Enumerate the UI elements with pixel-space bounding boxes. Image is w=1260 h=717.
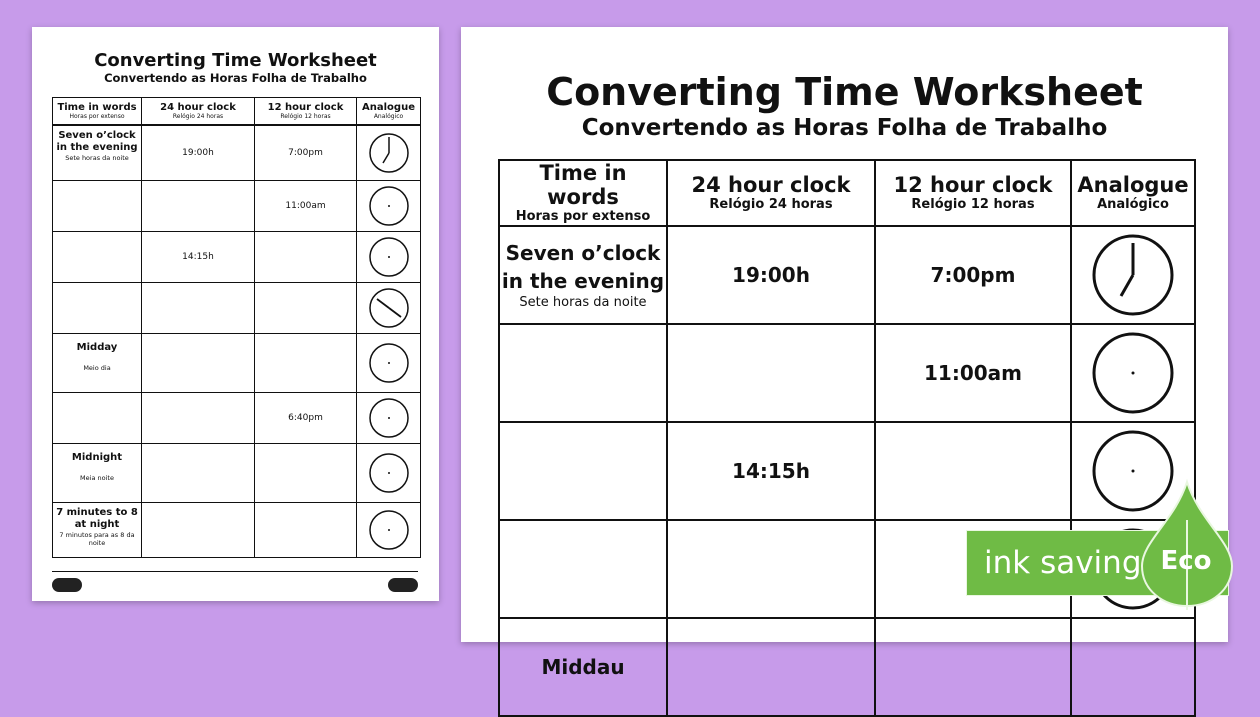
cell-words xyxy=(499,226,667,324)
cell-analogue xyxy=(357,393,421,444)
cell-24h xyxy=(142,334,255,393)
cell-12h xyxy=(255,503,357,558)
cell-24h xyxy=(142,181,255,232)
cell-words xyxy=(499,618,667,716)
cell-24h xyxy=(142,444,255,503)
cell-analogue xyxy=(357,334,421,393)
table-row xyxy=(53,125,421,181)
clock-icon xyxy=(368,185,410,227)
cell-analogue xyxy=(1071,324,1195,422)
clock-icon xyxy=(368,509,410,551)
cell-12h: 11:00am xyxy=(255,181,357,232)
table-row xyxy=(53,393,421,444)
words-en: Middau xyxy=(541,655,625,679)
table-row xyxy=(53,334,421,393)
cell-12h xyxy=(255,334,357,393)
cell-analogue xyxy=(357,444,421,503)
page-subtitle: Convertendo as Horas Folha de Trabalho xyxy=(581,115,1108,141)
eco-label: Eco xyxy=(1160,546,1212,576)
words-en: Midday xyxy=(76,342,118,353)
table-row xyxy=(499,618,1195,716)
cell-words xyxy=(53,503,142,558)
worksheet-thumbnail[interactable] xyxy=(32,27,439,601)
header-pt: Relógio 12 horas xyxy=(280,113,331,120)
clock-icon xyxy=(368,397,410,439)
cell-analogue xyxy=(357,232,421,283)
clock-icon xyxy=(1091,233,1175,317)
header-24h xyxy=(667,160,875,226)
words-en: Midnight xyxy=(71,452,123,463)
cell-analogue xyxy=(1071,618,1195,716)
thumb-header-row xyxy=(53,98,421,126)
thumb-header-24h xyxy=(142,98,255,126)
table-row xyxy=(53,283,421,334)
cell-12h xyxy=(255,232,357,283)
thumb-header-analogue xyxy=(357,98,421,126)
clock-icon xyxy=(368,132,410,174)
header-en: Analogue xyxy=(1077,173,1189,197)
words-en: Seven o’clock in the evening xyxy=(56,130,138,153)
header-pt: Relógio 24 horas xyxy=(709,197,833,212)
cell-words xyxy=(53,393,142,444)
cell-analogue xyxy=(357,125,421,181)
header-words xyxy=(499,160,667,226)
words-pt: Sete horas da noite xyxy=(65,154,129,162)
main-table xyxy=(498,159,1196,717)
header-pt: Relógio 24 horas xyxy=(172,113,224,120)
words-pt: 7 minutos para as 8 da noite xyxy=(59,531,135,547)
words-pt: Sete horas da noite xyxy=(519,295,647,310)
header-row xyxy=(499,160,1195,226)
clock-icon xyxy=(1091,331,1175,415)
cell-words xyxy=(499,422,667,520)
cell-24h xyxy=(667,324,875,422)
table-row xyxy=(499,422,1195,520)
cell-words xyxy=(53,125,142,181)
cell-24h xyxy=(142,283,255,334)
thumb-subtitle: Convertendo as Horas Folha de Trabalho xyxy=(104,71,367,85)
cell-24h xyxy=(667,520,875,618)
cell-words xyxy=(499,520,667,618)
clock-icon xyxy=(368,236,410,278)
cell-12h: 6:40pm xyxy=(255,393,357,444)
cell-24h xyxy=(142,503,255,558)
thumb-footer xyxy=(52,571,418,596)
spacer xyxy=(53,464,141,474)
cell-12h xyxy=(875,618,1071,716)
table-row xyxy=(53,232,421,283)
table-row xyxy=(53,444,421,503)
table-row xyxy=(499,324,1195,422)
header-en: 24 hour clock xyxy=(691,173,851,197)
header-en: Time in words xyxy=(539,161,627,209)
cell-12h xyxy=(255,283,357,334)
header-pt: Relógio 12 horas xyxy=(911,197,1035,212)
cell-words xyxy=(53,283,142,334)
cell-words xyxy=(53,232,142,283)
cell-12h: 7:00pm xyxy=(255,125,357,181)
cell-words xyxy=(499,324,667,422)
cell-12h: 7:00pm xyxy=(875,226,1071,324)
cell-24h xyxy=(142,393,255,444)
header-pt: Horas por extenso xyxy=(69,113,125,120)
words-pt: Meio dia xyxy=(83,364,111,372)
thumb-header-12h xyxy=(255,98,357,126)
cell-24h: 19:00h xyxy=(667,226,875,324)
header-en: Analogue xyxy=(362,102,415,113)
cell-words xyxy=(53,334,142,393)
header-pt: Horas por extenso xyxy=(515,209,651,224)
header-en: 12 hour clock xyxy=(267,102,344,113)
cell-analogue xyxy=(1071,226,1195,324)
ink-saving-text: ink saving xyxy=(984,545,1142,581)
header-pt: Analógico xyxy=(373,113,404,120)
clock-icon xyxy=(368,452,410,494)
table-row xyxy=(499,226,1195,324)
cell-analogue xyxy=(357,181,421,232)
thumb-table xyxy=(52,97,421,558)
cell-24h: 14:15h xyxy=(667,422,875,520)
cell-24h xyxy=(667,618,875,716)
thumb-header-words xyxy=(53,98,142,126)
cell-analogue xyxy=(357,283,421,334)
twinkl-logo-icon xyxy=(52,578,82,592)
cell-12h: 11:00am xyxy=(875,324,1071,422)
clock-icon xyxy=(368,342,410,384)
words-en: Seven o’clock in the evening xyxy=(501,241,665,293)
header-analogue xyxy=(1071,160,1195,226)
header-en: 12 hour clock xyxy=(893,173,1053,197)
header-en: Time in words xyxy=(57,102,137,113)
cell-words xyxy=(53,444,142,503)
header-12h xyxy=(875,160,1071,226)
words-en: 7 minutes to 8 at night xyxy=(56,507,138,530)
header-pt: Analógico xyxy=(1097,197,1169,212)
clock-icon xyxy=(368,287,410,329)
header-en: 24 hour clock xyxy=(160,102,236,113)
thumb-title: Converting Time Worksheet xyxy=(94,50,377,71)
table-row xyxy=(53,181,421,232)
words-pt: Meia noite xyxy=(80,474,114,482)
twinkl-logo-icon xyxy=(388,578,418,592)
page-title: Converting Time Worksheet xyxy=(546,70,1143,114)
cell-12h xyxy=(255,444,357,503)
cell-24h: 19:00h xyxy=(142,125,255,181)
table-row xyxy=(53,503,421,558)
cell-analogue xyxy=(357,503,421,558)
spacer xyxy=(53,354,141,364)
cell-12h xyxy=(875,422,1071,520)
cell-24h: 14:15h xyxy=(142,232,255,283)
cell-words xyxy=(53,181,142,232)
